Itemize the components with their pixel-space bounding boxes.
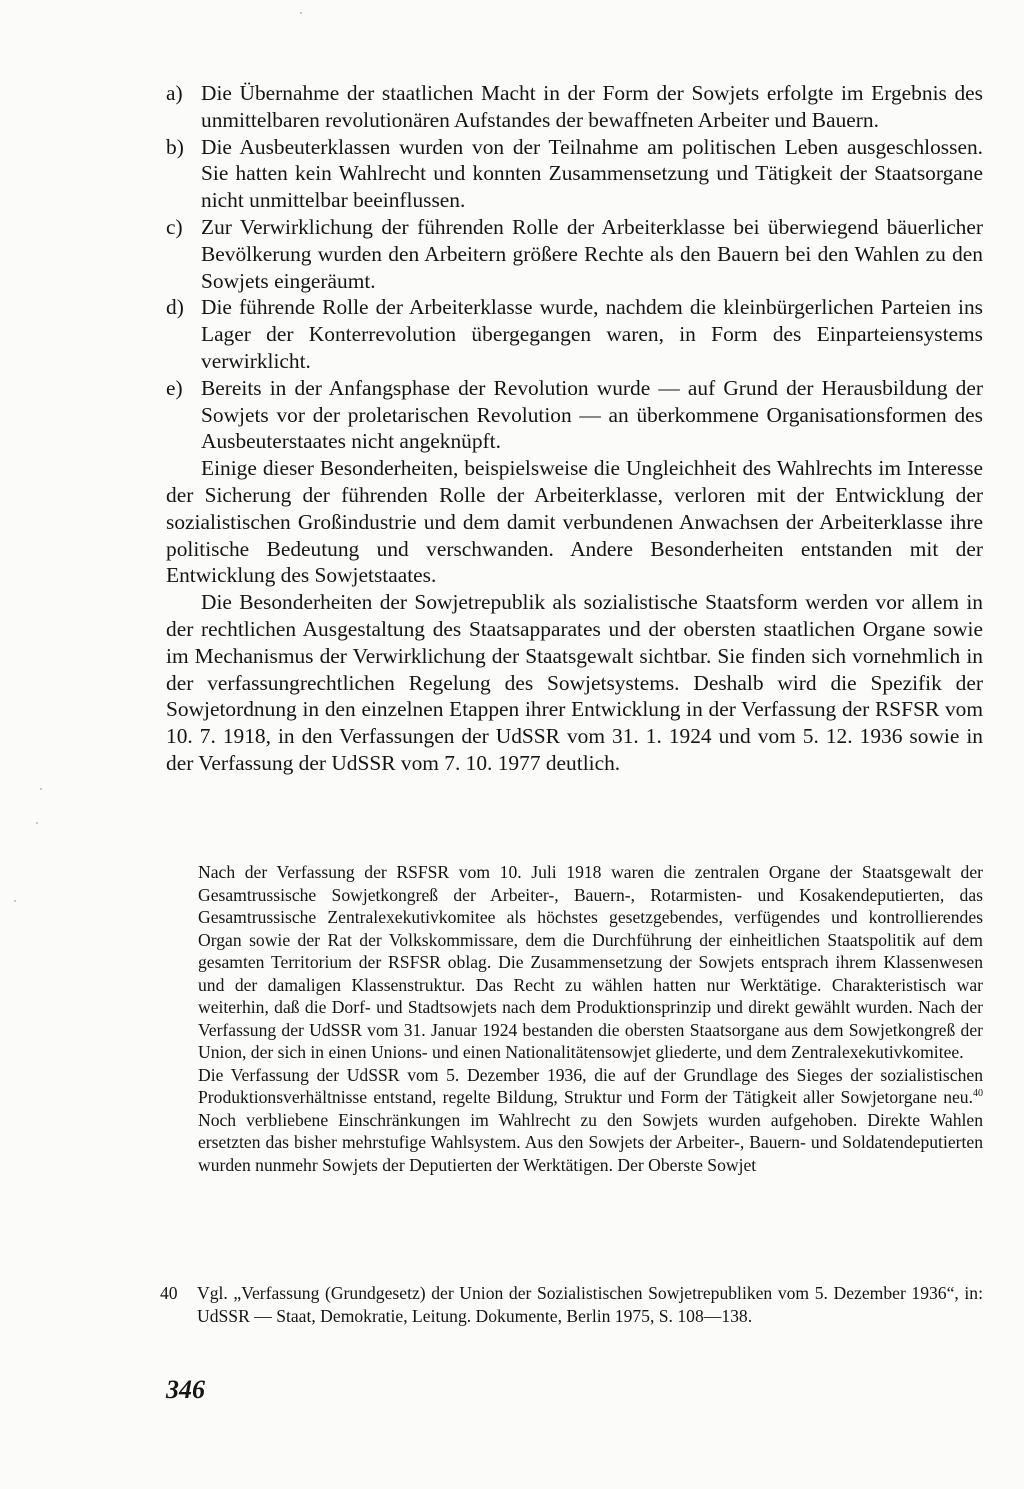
list-label: e) — [166, 375, 183, 400]
footnote-text: Vgl. „Verfassung (Grundgesetz) der Union der Sozialistischen Sowjetrepubliken vom 5. Dezember 1936“, in: UdSSR — Staat, Demokratie, Leitung. Dokumente, Berlin 1975, S. 108—138. — [197, 1283, 983, 1326]
list-item-e — [166, 375, 983, 455]
body-paragraph: Einige dieser Besonderheiten, beispielsweise die Ungleichheit des Wahlrechts im Interesse der Sicherung der führenden Rolle der Arbeiterklasse, verloren mit der Entwicklung der sozialistischen Großindustrie und dem damit verbundenen Anwachsen der Arbeiterklasse ihre politische Bedeutung und verschwanden. Andere Besonderheiten entstanden mit der Entwicklung des Sowjetstaates. — [166, 456, 983, 588]
list-item-b — [166, 134, 983, 214]
list-label: b) — [166, 134, 184, 159]
list-item-a — [166, 80, 983, 134]
footnote-number: 40 — [160, 1283, 178, 1303]
list-label: a) — [166, 81, 183, 105]
scan-speck — [14, 900, 16, 902]
passage-paragraph — [198, 1064, 983, 1177]
list-item-d — [166, 294, 983, 374]
list-item-c — [166, 214, 983, 294]
scan-speck — [36, 822, 38, 824]
list-text: Zur Verwirklichung der führenden Rolle der Arbeiterklasse bei überwiegend bäuerlicher Bevölkerung wurden den Arbeitern größere Rechte als den Bauern bei den Wahlen zu den Sowjets eingeräumt. — [201, 214, 983, 293]
list-text: Bereits in der Anfangsphase der Revolution wurde — auf Grund der Herausbildung der Sowjets vor der proletarischen Revolution — an überkommene Organisationsformen des Ausbeuterstaates nicht angeknüpft. — [201, 375, 983, 454]
list-text: Die Übernahme der staatlichen Macht in der Form der Sowjets erfolgte im Ergebnis des unmittelbaren revolutionären Aufstandes der bewaffneten Arbeiter und Bauern. — [201, 81, 983, 132]
scan-speck — [40, 788, 42, 790]
list-label: c) — [166, 214, 183, 239]
list-label: d) — [166, 295, 184, 320]
footnote-reference[interactable]: 40 — [973, 1088, 983, 1100]
list-text: Die führende Rolle der Arbeiterklasse wurde, nachdem die kleinbürgerlichen Parteien ins Lager der Konterrevolution übergegangen waren, in Form des Einparteiensystems verwirklicht. — [201, 295, 983, 373]
passage-text: Die Verfassung der UdSSR vom 5. Dezember 1936, die auf der Grundlage des Sieges der sozialistischen Produktionsverhältnisse entstand, regelte Bildung, Struktur und Form der Tätigkeit aller Sowjetorgane neu. — [198, 1064, 983, 1107]
main-text — [166, 80, 983, 777]
indented-passage — [198, 861, 983, 1176]
passage-text: Noch verbliebene Einschränkungen im Wahlrecht zu den Sowjets wurden aufgehoben. Direkte Wahlen ersetzten das bisher mehrstufige Wahlsystem. Aus den Sowjets der Arbeiter-, Bauern- und Soldatendeputierten wurden nunmehr Sowjets der Deputierten der Werktätigen. Der Oberste Sowjet — [198, 1109, 983, 1175]
footnote — [160, 1282, 983, 1327]
list-text: Die Ausbeuterklassen wurden von der Teilnahme am politischen Leben ausgeschlossen. Sie hatten kein Wahlrecht und konnten Zusammensetzung und Tätigkeit der Staatsorgane nicht unmittelbar beeinflussen. — [201, 134, 983, 213]
page-number: 346 — [166, 1375, 205, 1404]
passage-paragraph: Nach der Verfassung der RSFSR vom 10. Juli 1918 waren die zentralen Organe der Staatsgewalt der Gesamtrussische Sowjetkongreß der Arbeiter-, Bauern-, Rotarmisten- und Kosakendeputierten, das Gesamtrussische Zentralexekutivkomitee als höchstes gesetzgebendes, verfügendes und kontrollierendes Organ sowie der Rat der Volkskommissare, dem die Durchführung der einheitlichen Staatspolitik auf dem gesamten Territorium der RSFSR oblag. Die Zusammensetzung der Sowjets entsprach ihrem Klassenwesen und der damaligen Klassenstruktur. Das Recht zu wählen hatten nur Werktätige. Charakteristisch war weiterhin, daß die Dorf- und Stadtsowjets nach dem Produktionsprinzip und direkt gewählt wurden. Nach der Verfassung der UdSSR vom 31. Januar 1924 bestanden die obersten Staatsorgane aus dem Sowjetkongreß der Union, der sich in einen Unions- und einen Nationalitätensowjet gliederte, und dem Zentralexekutivkomitee. — [198, 862, 983, 1062]
body-paragraph: Die Besonderheiten der Sowjetrepublik als sozialistische Staatsform werden vor allem in der rechtlichen Ausgestaltung des Staatsapparates und der obersten staatlichen Organe sowie im Mechanismus der Verwirklichung der Staatsgewalt sichtbar. Sie finden sich vornehmlich in der verfassungrechtlichen Regelung des Sowjetsystems. Deshalb wird die Spezifik der Sowjetordnung in den einzelnen Etappen ihrer Entwicklung in der Verfassung der RSFSR vom 10. 7. 1918, in den Verfassungen der UdSSR vom 31. 1. 1924 und vom 5. 12. 1936 sowie in der Verfassung der UdSSR vom 7. 10. 1977 deutlich. — [166, 590, 983, 775]
scan-speck — [300, 12, 302, 14]
